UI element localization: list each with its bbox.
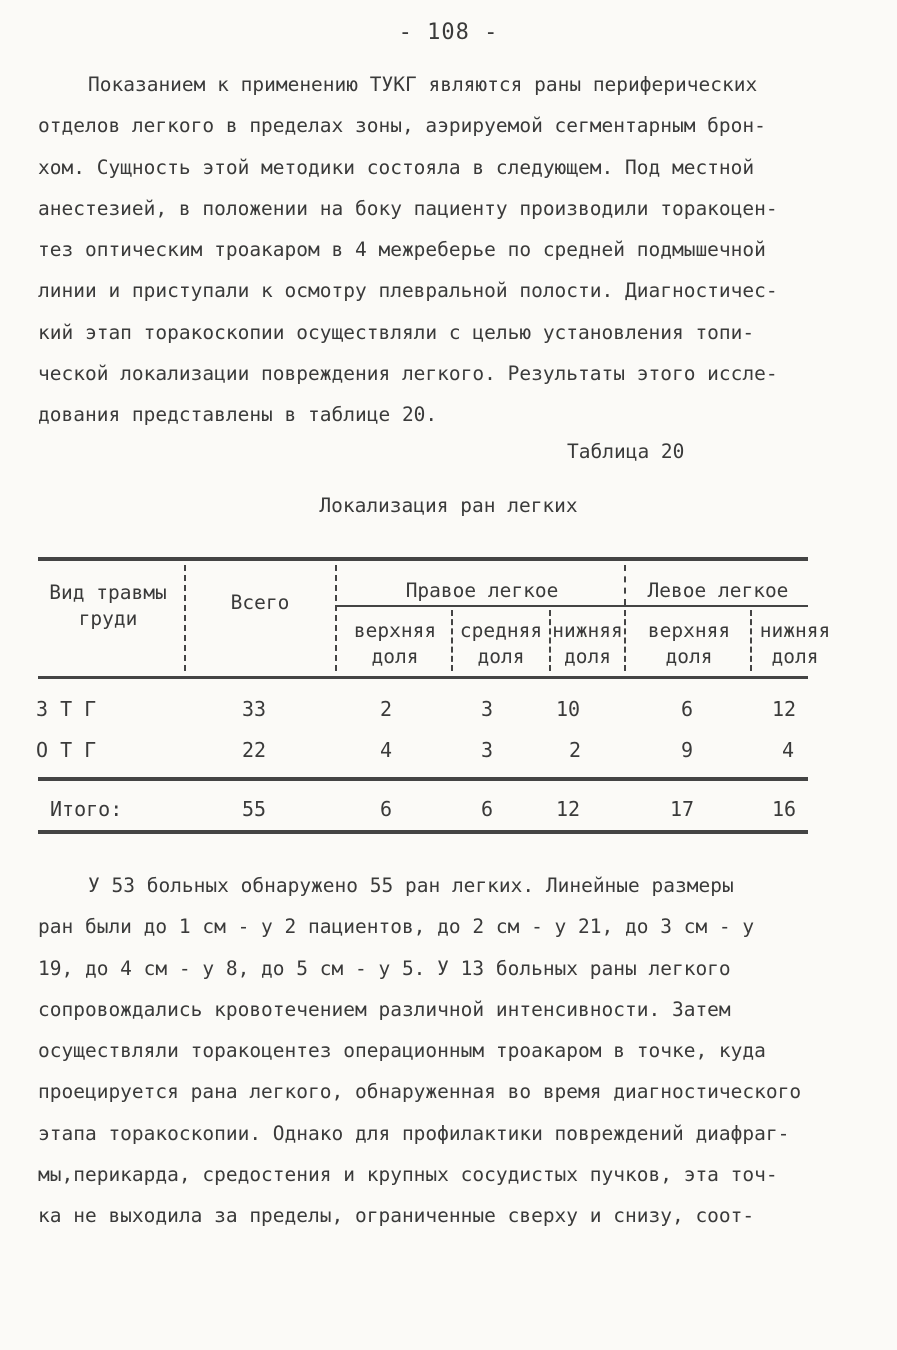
row-r-middle: 3 bbox=[480, 738, 494, 762]
text-line: линии и приступали к осмотру плевральной полости. Диагностичес- bbox=[38, 279, 778, 303]
table-top-rule bbox=[38, 557, 808, 561]
total-r-middle: 6 bbox=[480, 797, 494, 821]
total-total: 55 bbox=[241, 797, 267, 821]
total-r-upper: 6 bbox=[379, 797, 393, 821]
text-line: ческой локализации повреждения легкого. Результаты этого иссле- bbox=[38, 362, 778, 386]
table-divider bbox=[624, 565, 626, 605]
paragraph-intro bbox=[38, 64, 838, 436]
text-line: отделов легкого в пределах зоны, аэрируемой сегментарным брон- bbox=[38, 114, 766, 138]
paragraph-results bbox=[38, 865, 838, 1237]
row-type: З Т Г bbox=[36, 697, 97, 721]
header-left-upper: верхняя доля bbox=[647, 619, 731, 668]
header-left-lower: нижняя доля bbox=[759, 619, 831, 668]
text-line: дования представлены в таблице 20. bbox=[38, 403, 438, 427]
header-right-upper: верхняя доля bbox=[353, 619, 437, 668]
table-total-rule bbox=[38, 777, 808, 781]
page-number: - 108 - bbox=[398, 20, 499, 45]
row-l-lower: 4 bbox=[781, 738, 795, 762]
row-total: 22 bbox=[241, 738, 267, 762]
text-line: этапа торакоскопии. Однако для профилактики повреждений диафраг- bbox=[38, 1121, 790, 1145]
text-line: У 53 больных обнаружено 55 ран легких. Линейные размеры bbox=[88, 874, 734, 897]
header-right-middle: средняя доля bbox=[459, 619, 543, 668]
header-left-lung: Левое легкое bbox=[647, 579, 789, 602]
row-l-upper: 9 bbox=[680, 738, 694, 762]
text-line: анестезией, в положении на боку пациенту производили торакоцен- bbox=[38, 196, 778, 220]
table-divider bbox=[335, 565, 337, 671]
text-line: хом. Сущность этой методики состояла в следующем. Под местной bbox=[38, 155, 755, 179]
table-caption: Локализация ран легких bbox=[319, 494, 578, 517]
total-r-lower: 12 bbox=[555, 797, 581, 821]
row-total: 33 bbox=[241, 697, 267, 721]
row-r-upper: 2 bbox=[379, 697, 393, 721]
row-r-lower: 10 bbox=[555, 697, 581, 721]
text-line: ка не выходила за пределы, ограниченные сверху и снизу, соот- bbox=[38, 1204, 755, 1228]
row-l-lower: 12 bbox=[771, 697, 797, 721]
table-bottom-rule bbox=[38, 830, 808, 834]
total-type: Итого: bbox=[50, 797, 123, 821]
table-label: Таблица 20 bbox=[567, 440, 685, 463]
text-line: ран были до 1 см - у 2 пациентов, до 2 см - у 21, до 3 см - у bbox=[38, 915, 755, 939]
row-r-lower: 2 bbox=[568, 738, 582, 762]
table-divider bbox=[184, 565, 186, 671]
table-header-rule bbox=[38, 676, 808, 679]
text-line: мы,перикарда, средостения и крупных сосудистых пучков, эта точ- bbox=[38, 1163, 778, 1187]
table-subheader-rule bbox=[335, 605, 808, 607]
text-line: кий этап торакоскопии осуществляли с целью установления топи- bbox=[38, 320, 755, 344]
header-right-lung: Правое легкое bbox=[405, 579, 559, 602]
text-line: сопровождались кровотечением различной интенсивности. Затем bbox=[38, 997, 731, 1021]
row-r-upper: 4 bbox=[379, 738, 393, 762]
total-l-lower: 16 bbox=[771, 797, 797, 821]
header-type: Вид травмы груди bbox=[49, 581, 167, 630]
text-line: 19, до 4 см - у 8, до 5 см - у 5. У 13 больных раны легкого bbox=[38, 956, 731, 980]
header-right-lower: нижняя доля bbox=[552, 619, 623, 668]
row-r-middle: 3 bbox=[480, 697, 494, 721]
text-line: тез оптическим троакаром в 4 межреберье по средней подмышечной bbox=[38, 238, 766, 262]
row-type: О Т Г bbox=[36, 738, 97, 762]
text-line: осуществляли торакоцентез операционным троакаром в точке, куда bbox=[38, 1039, 766, 1063]
row-l-upper: 6 bbox=[680, 697, 694, 721]
text-line: проецируется рана легкого, обнаруженная во время диагностического bbox=[38, 1080, 802, 1104]
table-divider bbox=[624, 610, 626, 671]
total-l-upper: 17 bbox=[669, 797, 695, 821]
header-total: Всего bbox=[230, 591, 290, 614]
text-line: Показанием к применению ТУКГ являются раны периферических bbox=[88, 73, 758, 96]
